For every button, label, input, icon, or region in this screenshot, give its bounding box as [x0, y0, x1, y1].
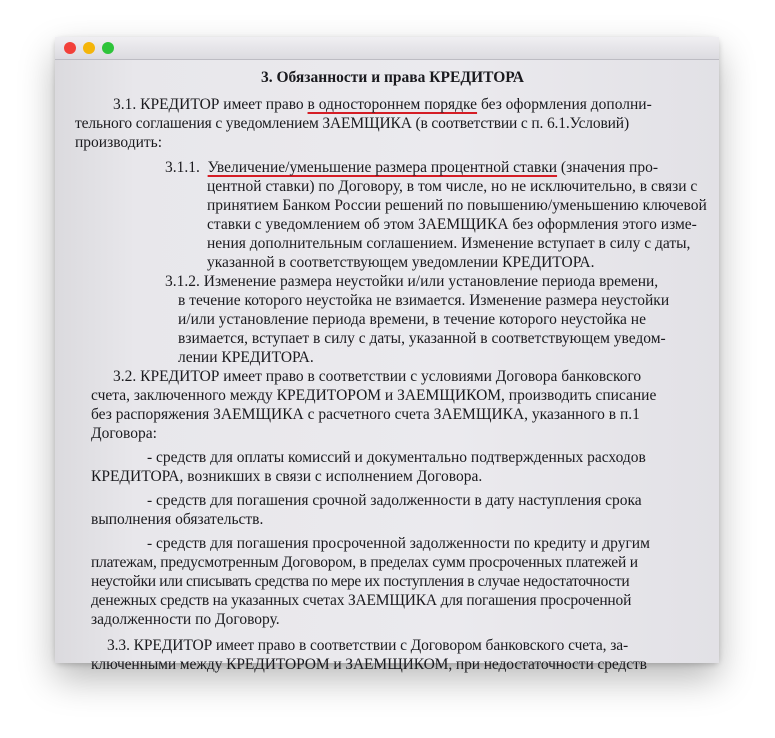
clause-3-1-1-number: 3.1.1.	[165, 159, 200, 176]
clause-3-1-line: производить:	[75, 134, 163, 151]
zoom-window-button[interactable]	[102, 42, 114, 54]
clause-3-1-1-line: указанной в соответствующем уведомлении КРЕДИТОРА.	[207, 254, 595, 271]
clause-3-1-2-line: лении КРЕДИТОРА.	[178, 349, 314, 366]
bullet-overdue-debt-line: неустойки или списывать средства по мере их поступления в случае недостаточности	[91, 573, 630, 590]
clause-3-1-1-text: (значения про-	[557, 159, 658, 176]
clause-3-1-1-line: нения дополнительным соглашением. Изменение вступает в силу с даты,	[207, 235, 691, 252]
bullet-commissions-line: - средств для оплаты комиссий и документально подтвержденных расходов	[147, 449, 646, 466]
clause-3-1-line	[113, 95, 652, 114]
clause-3-2-line: Договора:	[91, 425, 157, 442]
bullet-urgent-debt-line: - средств для погашения срочной задолженности в дату наступления срока	[147, 492, 642, 509]
clause-3-1-1-line: ставки с уведомлением об этом ЗАЕМЩИКА без оформления этого изме-	[207, 216, 697, 233]
bullet-urgent-debt-line: выполнения обязательств.	[91, 511, 264, 528]
title-bar	[55, 37, 719, 60]
bullet-commissions-line: КРЕДИТОРА, возникших в связи с исполнением Договора.	[91, 468, 483, 485]
clause-3-1-2-line: взимается, вступает в силу с даты, указанной в соответствующем уведом-	[178, 330, 666, 347]
document-window	[55, 37, 719, 673]
clause-3-2-line: 3.2. КРЕДИТОР имеет право в соответствии с условиями Договора банковского	[113, 368, 642, 385]
clause-3-2-line: без распоряжения ЗАЕМЩИКА с расчетного счета ЗАЕМЩИКА, указанного в п.1	[91, 406, 640, 423]
clause-3-2-line: счета, заключенного между КРЕДИТОРОМ и ЗАЕМЩИКОМ, производить списание	[91, 387, 657, 404]
clause-3-1-2-line: и/или установление периода времени, в течение которого неустойка не	[178, 311, 646, 328]
clause-3-3-line: ключенными между КРЕДИТОРОМ и ЗАЕМЩИКОМ, при недостаточности средств	[91, 656, 647, 673]
clause-3-1-1-line	[165, 158, 658, 177]
close-window-button[interactable]	[64, 42, 76, 54]
section-title: 3. Обязанности и права КРЕДИТОРА	[261, 69, 524, 86]
clause-3-1-2-line: 3.1.2. Изменение размера неустойки и/или установление периода времени,	[165, 273, 659, 290]
minimize-window-button[interactable]	[83, 42, 95, 54]
clause-3-1-line: тельного соглашения с уведомлением ЗАЕМЩИКА (в соответствии с п. 6.1.Условий)	[75, 115, 629, 132]
bullet-overdue-debt-line: - средств для погашения просроченной задолженности по кредиту и другим	[147, 535, 650, 552]
clause-3-1-2-line: в течение которого неустойка не взимается. Изменение размера неустойки	[178, 292, 670, 309]
bullet-overdue-debt-line: задолженности по Договору.	[91, 611, 280, 628]
clause-3-1-text: 3.1. КРЕДИТОР имеет право	[113, 96, 308, 113]
clause-3-1-1-line: принятием Банком России решений по повышению/уменьшению ключевой	[207, 197, 707, 214]
clause-3-3-line: 3.3. КРЕДИТОР имеет право в соответствии с Договором банковского счета, за-	[107, 637, 629, 654]
bullet-overdue-debt-line: денежных средств на указанных счетах ЗАЕМЩИКА для погашения просроченной	[91, 592, 632, 609]
clause-3-1-1-line: центной ставки) по Договору, в том числе, но не исключительно, в связи с	[207, 178, 698, 195]
clause-3-1-text-cont: без оформления дополни-	[477, 96, 652, 113]
scanned-document-page	[55, 60, 719, 673]
bullet-overdue-debt-line: платежам, предусмотренным Договором, в пределах сумм просроченных платежей и	[91, 554, 638, 571]
underlined-phrase-interest-rate: Увеличение/уменьшение размера процентной ставки	[207, 159, 558, 176]
underlined-phrase-unilateral: в одностороннем порядке	[307, 96, 478, 113]
